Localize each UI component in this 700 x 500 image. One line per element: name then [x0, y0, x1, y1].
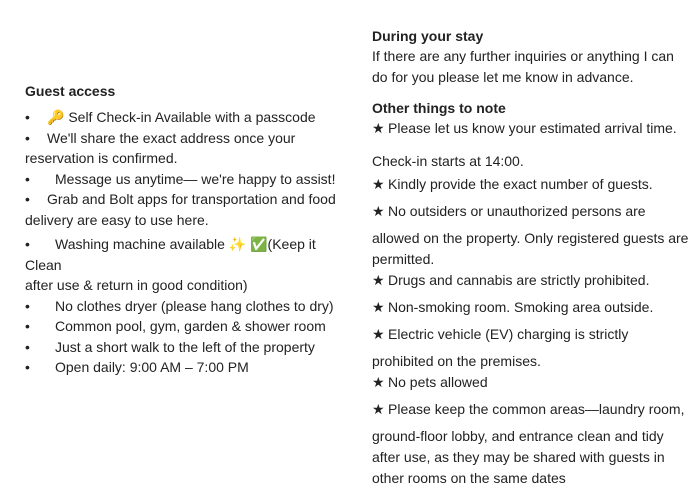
note-continuation: permitted.: [372, 251, 435, 267]
star-icon: ★: [372, 203, 385, 219]
note-item: ★ Please let us know your estimated arrival time.: [372, 118, 692, 139]
note-item: ★ Drugs and cannabis are strictly prohibited.: [372, 270, 692, 291]
list-item-continuation: reservation is confirmed.: [25, 150, 178, 166]
bullet: •: [25, 297, 30, 314]
list-item-continuation: after use & return in good condition): [25, 277, 248, 293]
guest-access-heading: Guest access: [25, 83, 116, 99]
during-stay-text: If there are any further inquiries or anything I can: [372, 48, 674, 64]
note-item: ★ Please keep the common areas—laundry room,: [372, 399, 692, 420]
list-item-text: Common pool, gym, garden & shower room: [55, 318, 326, 334]
note-item: ★ Electric vehicle (EV) charging is strictly: [372, 324, 692, 345]
note-continuation: other rooms on the same dates: [372, 470, 566, 486]
bullet: •: [25, 191, 30, 207]
list-item-text: 🔑 Self Check-in Available with a passcode: [47, 109, 316, 125]
list-item-text: Grab and Bolt apps for transportation and food: [47, 191, 336, 207]
note-item: ★ Kindly provide the exact number of guests.: [372, 174, 692, 195]
house-rules-section: [372, 26, 692, 489]
list-item-text: Open daily: 9:00 AM – 7:00 PM: [55, 359, 249, 375]
note-continuation: allowed on the property. Only registered guests are: [372, 230, 689, 246]
bullet: •: [25, 236, 30, 252]
list-item: [25, 337, 355, 358]
note-item: ★ No outsiders or unauthorized persons are: [372, 201, 692, 222]
star-icon: ★: [372, 374, 385, 390]
note-item: ★ No pets allowed: [372, 372, 692, 393]
during-stay-text: do for you please let me know in advance.: [372, 69, 634, 85]
note-item: ★ Non-smoking room. Smoking area outside.: [372, 297, 692, 318]
list-item-text: We'll share the exact address once your: [47, 129, 296, 146]
list-item: [25, 357, 355, 378]
during-stay-heading: During your stay: [372, 28, 484, 44]
list-item: [25, 296, 355, 317]
list-item: [25, 169, 355, 190]
bullet: •: [25, 318, 30, 334]
note-text: Check-in starts at 14:00.: [372, 153, 524, 169]
guest-access-section: [25, 81, 355, 378]
bullet: •: [25, 338, 30, 355]
star-icon: ★: [372, 176, 385, 192]
note-continuation: ground-floor lobby, and entrance clean and tidy: [372, 428, 664, 444]
star-icon: ★: [372, 272, 385, 288]
note-continuation: after use, as they may be shared with guests in: [372, 449, 665, 465]
list-item: [25, 316, 355, 337]
bullet: •: [25, 359, 30, 375]
star-icon: ★: [372, 326, 385, 342]
bullet: •: [25, 170, 30, 187]
bullet: •: [25, 129, 30, 146]
other-notes-heading: Other things to note: [372, 100, 506, 116]
bullet: •: [25, 109, 30, 125]
note-continuation: prohibited on the premises.: [372, 353, 541, 369]
list-item: [25, 189, 355, 210]
list-item-continuation: delivery are easy to use here.: [25, 211, 209, 228]
list-item-text: Just a short walk to the left of the property: [55, 338, 315, 355]
list-item: [25, 128, 355, 149]
list-item: [25, 234, 355, 275]
star-icon: ★: [372, 299, 385, 315]
list-item: [25, 107, 355, 128]
list-item-text: Washing machine available ✨ ✅(Keep it Clean: [25, 236, 316, 273]
list-item-text: Message us anytime— we're happy to assist!: [55, 170, 336, 187]
list-item-text: No clothes dryer (please hang clothes to dry): [55, 297, 334, 314]
star-icon: ★: [372, 401, 385, 417]
star-icon: ★: [372, 120, 385, 136]
